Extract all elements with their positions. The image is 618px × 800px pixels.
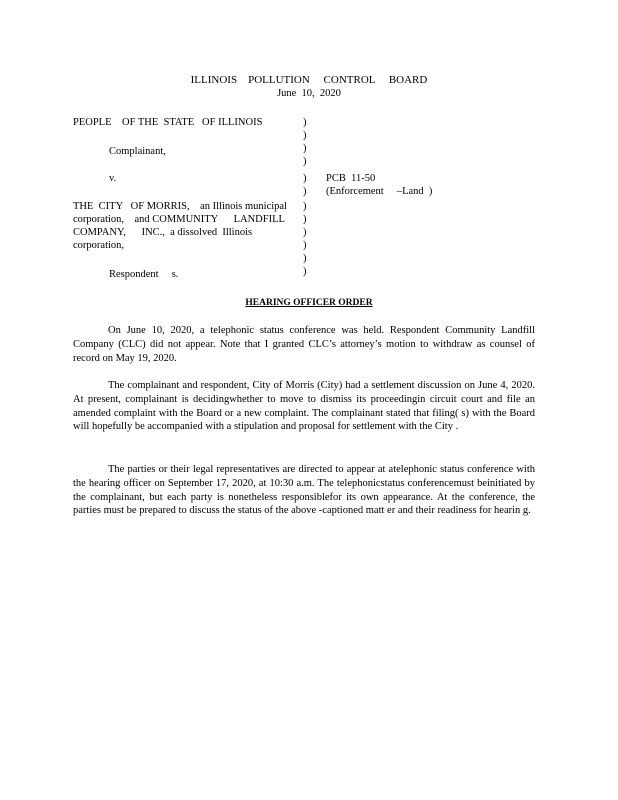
plaintiff-name: PEOPLE OF THE STATE OF ILLINOIS bbox=[73, 117, 263, 128]
caption-bracket: ) bbox=[303, 156, 307, 167]
defendant-line-4: corporation, bbox=[73, 240, 125, 251]
caption-bracket: ) bbox=[303, 240, 307, 251]
caption-bracket: ) bbox=[303, 266, 307, 277]
paragraph-2: The complainant and respondent, City of Morris (City) had a settlement discussion on June 4, 2020. At present, complainant is decidingwhether to move to dismiss its proceedingin circuit court and file an amended complaint with the Board or a new complaint. The complainant stated that filing( s) with the Board will hopefully be accompanied with a stipulation and proposal for settlement with the City . bbox=[73, 380, 535, 433]
case-number: PCB 11-50 bbox=[326, 173, 376, 184]
caption-bracket: ) bbox=[303, 173, 307, 184]
paragraph-1: On June 10, 2020, a telephonic status conference was held. Respondent Community Landfill Company (CLC) did not appear. Note that I granted CLC’s attorney’s motion to withdraw as counsel of record on May 19, 2020. bbox=[73, 325, 535, 364]
paragraph-3: The parties or their legal representatives are directed to appear at atelephonic status conference with the hearing officer on September 17, 2020, at 10:30 a.m. The telephonicstatus conferencemust beinitiated by the complainant, but each party is nonetheless responsiblefor its own appearance. At the conference, the parties must be prepared to discuss the status of the above -captioned matt er and their readiness for hearin g. bbox=[73, 464, 535, 517]
order-date: June 10, 2020 bbox=[277, 88, 341, 99]
complainant-label: Complainant, bbox=[109, 146, 166, 157]
versus-label: v. bbox=[109, 173, 117, 184]
caption-bracket: ) bbox=[303, 117, 307, 128]
respondent-label: Respondent s. bbox=[109, 269, 179, 280]
order-heading: HEARING OFFICER ORDER bbox=[245, 298, 373, 308]
defendant-line-2: corporation, and COMMUNITY LANDFILL bbox=[73, 214, 285, 225]
caption-bracket: ) bbox=[303, 227, 307, 238]
caption-bracket: ) bbox=[303, 130, 307, 141]
defendant-line-3: COMPANY, INC., a dissolved Illinois bbox=[73, 227, 253, 238]
caption-bracket: ) bbox=[303, 143, 307, 154]
caption-bracket: ) bbox=[303, 186, 307, 197]
caption-bracket: ) bbox=[303, 253, 307, 264]
board-title: ILLINOIS POLLUTION CONTROL BOARD bbox=[190, 74, 428, 86]
caption-bracket: ) bbox=[303, 214, 307, 225]
caption-bracket: ) bbox=[303, 201, 307, 212]
defendant-line-1: THE CITY OF MORRIS, an Illinois municipal bbox=[73, 201, 287, 212]
case-type: (Enforcement –Land ) bbox=[326, 186, 433, 197]
